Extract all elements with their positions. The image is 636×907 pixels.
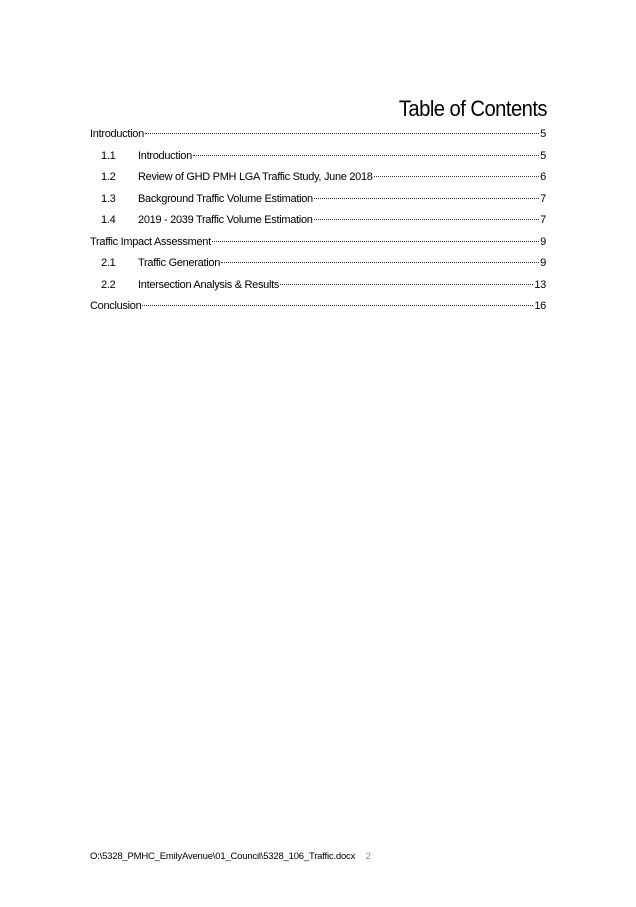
toc-leader-dots bbox=[221, 262, 539, 263]
toc-leader-dots bbox=[212, 241, 539, 242]
toc-entry-introduction[interactable] bbox=[90, 124, 546, 146]
toc-entry-page: 7 bbox=[540, 192, 546, 205]
toc-leader-dots bbox=[314, 198, 539, 199]
toc-entry-page: 16 bbox=[534, 300, 546, 312]
toc-entry-label: Traffic Impact Assessment bbox=[90, 235, 211, 248]
toc-entry-label: Introduction bbox=[138, 149, 192, 162]
toc-entry-2-2[interactable] bbox=[90, 275, 546, 297]
toc-entry-page: 9 bbox=[540, 257, 546, 269]
toc-leader-dots bbox=[314, 219, 540, 220]
toc-entry-1-2[interactable] bbox=[90, 167, 546, 189]
toc-entry-number: 2.2 bbox=[101, 278, 116, 291]
toc-entry-label: Intersection Analysis & Results bbox=[138, 278, 280, 291]
toc-entry-page: 6 bbox=[540, 171, 546, 183]
toc-entry-1-4[interactable] bbox=[90, 210, 546, 232]
toc-leader-dots bbox=[193, 155, 539, 156]
toc-entry-label: 2019 - 2039 Traffic Volume Estimation bbox=[138, 214, 313, 226]
toc-leader-dots bbox=[374, 176, 540, 177]
toc-entry-page: 7 bbox=[540, 214, 546, 226]
toc-entry-label: Conclusion bbox=[90, 300, 142, 312]
toc-entry-label: Traffic Generation bbox=[138, 257, 221, 269]
toc-entry-page: 5 bbox=[540, 149, 546, 162]
footer-page-number: 2 bbox=[365, 851, 371, 862]
toc-entry-number: 1.4 bbox=[101, 214, 116, 226]
toc-entry-1-1[interactable] bbox=[90, 146, 546, 168]
toc-entry-conclusion[interactable] bbox=[90, 296, 546, 318]
toc-entry-label: Background Traffic Volume Estimation bbox=[138, 192, 313, 205]
toc-entry-label: Review of GHD PMH LGA Traffic Study, June 2018 bbox=[138, 171, 373, 183]
toc-leader-dots bbox=[280, 284, 533, 285]
toc-entry-number: 1.1 bbox=[101, 149, 116, 162]
toc-entry-2-1[interactable] bbox=[90, 253, 546, 275]
toc-entry-label: Introduction bbox=[90, 128, 144, 140]
toc-leader-dots bbox=[142, 305, 533, 306]
toc-entry-page: 5 bbox=[540, 128, 546, 140]
toc-entry-number: 2.1 bbox=[101, 257, 116, 269]
table-of-contents bbox=[90, 124, 546, 318]
toc-heading: Table of Contents bbox=[398, 96, 547, 121]
toc-entry-traffic-impact-assessment[interactable] bbox=[90, 232, 546, 254]
toc-entry-1-3[interactable] bbox=[90, 189, 546, 211]
toc-entry-page: 13 bbox=[534, 278, 546, 291]
page-footer bbox=[90, 850, 371, 864]
toc-entry-page: 9 bbox=[540, 235, 546, 248]
toc-leader-dots bbox=[145, 133, 539, 134]
toc-entry-number: 1.3 bbox=[101, 192, 116, 205]
footer-file-path: O:\5328_PMHC_EmilyAvenue\01_Council\5328_106_Traffic.docx bbox=[90, 851, 356, 862]
toc-entry-number: 1.2 bbox=[101, 171, 116, 183]
